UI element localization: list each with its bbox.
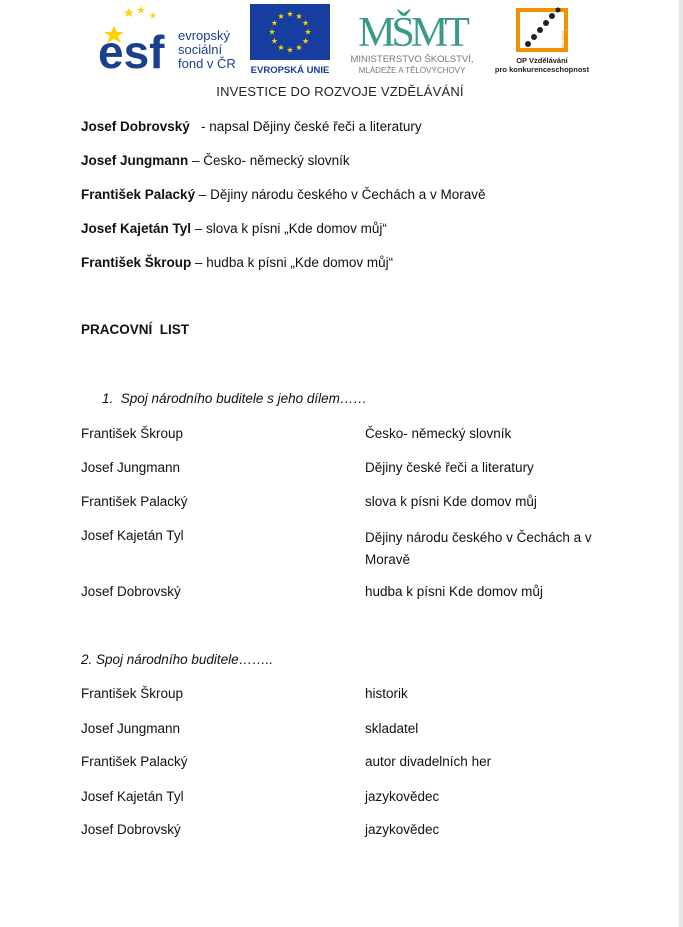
task1-prompt-text: Spoj národního buditele s jeho dílem……	[120, 391, 367, 406]
op-line1: OP Vzdělávání	[516, 56, 568, 65]
task1-right-item: slova k písni Kde domov můj	[365, 494, 537, 509]
intro-name: František Škroup	[81, 255, 192, 270]
task2-right-item: autor divadelních her	[365, 754, 492, 769]
intro-item	[81, 186, 485, 204]
task1-number: 1.	[102, 391, 114, 406]
eu-caption: EVROPSKÁ UNIE	[250, 65, 330, 76]
op-line2: pro konkurenceschopnost	[494, 65, 590, 74]
task2-left-item: Josef Dobrovský	[81, 822, 181, 837]
task1-left-item: Josef Jungmann	[81, 460, 181, 475]
intro-text: – hudba k písni „Kde domov můj“	[191, 255, 394, 270]
task1-right-item: Dějiny národu českého v Čechách a v Moravě	[365, 530, 592, 567]
task1-left-item: Josef Dobrovský	[81, 584, 181, 599]
task2-prompt: 2. Spoj národního buditele……..	[81, 652, 274, 667]
task2-left-item: Josef Jungmann	[81, 721, 181, 736]
esf-mark: esf	[98, 26, 165, 74]
task2-right-item: jazykovědec	[365, 789, 440, 804]
task1-right-item: Česko- německý slovník	[365, 426, 512, 441]
intro-item	[81, 118, 422, 136]
task1-right-item: hudba k písni Kde domov můj	[365, 584, 543, 599]
esf-line3: fond v ČR	[178, 56, 236, 71]
task2-left-item: Josef Kajetán Tyl	[81, 789, 184, 804]
intro-item	[81, 152, 350, 170]
msmt-mark: MŠMT	[358, 10, 466, 56]
op-side-text: pro učení	[560, 31, 565, 48]
task1-left-item: František Palacký	[81, 494, 188, 509]
intro-item	[81, 220, 387, 238]
task2-right-item: skladatel	[365, 721, 419, 736]
task1-prompt	[102, 390, 367, 408]
task1-left-item: Josef Kajetán Tyl	[81, 528, 184, 543]
esf-logo	[96, 4, 246, 74]
esf-line2: sociální	[178, 42, 223, 57]
task2-right-item: jazykovědec	[365, 822, 440, 837]
task2-left-item: František Palacký	[81, 754, 188, 769]
intro-text: – Česko- německý slovník	[188, 153, 350, 168]
msmt-line2: MLÁDEŽE A TĚLOVÝCHOVY	[358, 66, 466, 75]
task1-right-item: Dějiny české řeči a literatury	[365, 460, 534, 475]
worksheet-title: PRACOVNÍ LIST	[81, 322, 190, 337]
eu-logo	[248, 4, 332, 76]
task2-left-item: František Škroup	[81, 686, 184, 701]
intro-name: Josef Kajetán Tyl	[81, 221, 192, 236]
intro-text: - napsal Dějiny české řeči a literatury	[189, 119, 422, 134]
intro-name: Josef Dobrovský	[81, 119, 190, 134]
page-edge	[679, 0, 683, 927]
task1-left-item: František Škroup	[81, 426, 184, 441]
intro-text: – slova k písni „Kde domov můj“	[191, 221, 387, 236]
esf-line1: evropský	[178, 28, 231, 43]
msmt-line1: MINISTERSTVO ŠKOLSTVÍ,	[350, 54, 474, 65]
investice-tagline: INVESTICE DO ROZVOJE VZDĚLÁVÁNÍ	[216, 84, 464, 99]
op-vzdelavani-logo	[492, 4, 602, 76]
intro-item	[81, 254, 393, 272]
task2-right-item: historik	[365, 686, 408, 701]
intro-name: František Palacký	[81, 187, 196, 202]
intro-name: Josef Jungmann	[81, 153, 189, 168]
intro-text: – Dějiny národu českého v Čechách a v Moravě	[195, 187, 486, 202]
msmt-logo	[338, 2, 486, 78]
